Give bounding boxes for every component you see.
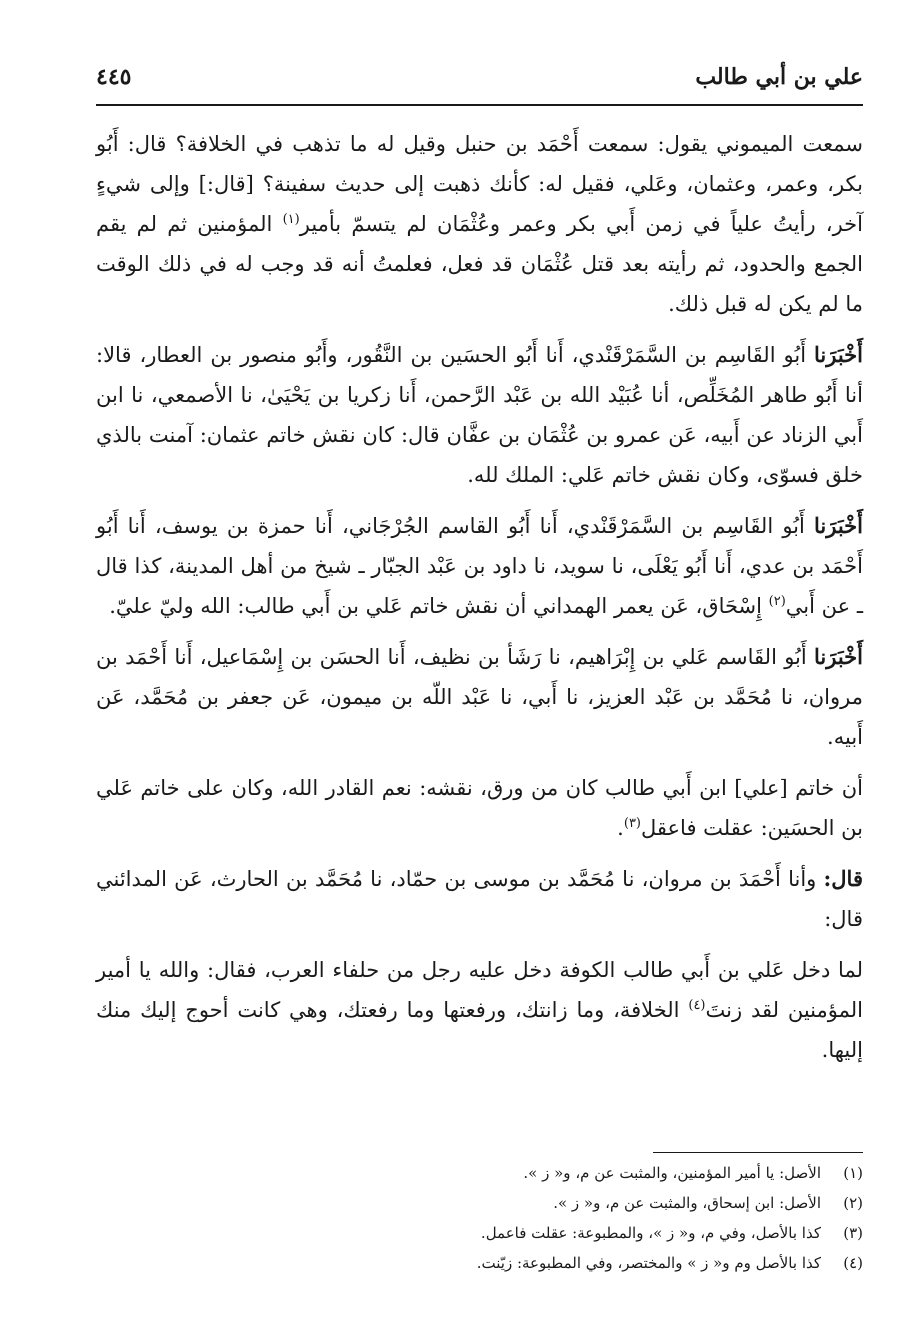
isnad-lead: أَخْبَرَنا — [814, 644, 863, 669]
footnote-item — [96, 1218, 863, 1248]
paragraph-text: وأنا أَحْمَدَ بن مروان، نا مُحَمَّد بن موسى بن حمّاد، نا مُحَمَّد بن الحارث، عَن المدائني قال: — [96, 867, 863, 931]
page-header — [96, 58, 863, 106]
footnote-item — [96, 1188, 863, 1218]
footnote-number: (١) — [843, 1164, 863, 1182]
paragraph-text: سمعت الميموني يقول: سمعت أَحْمَد بن حنبل وقيل له ما تذهب في الخلافة؟ قال: أَبُو بكر، وعمر، وعثمان، وعَلي، فقيل له: كأنك ذهبت إلى حديث سفينة؟ [قال:] وإلى شيءٍ آخر، رأيتُ علياً في زمن أَبي بكر وعمر وعُثْمَان لم يتسمّ بأمير — [96, 132, 863, 236]
paragraph-text: لما دخل عَلي بن أَبي طالب الكوفة دخل عليه رجل من حلفاء العرب، فقال: والله يا أمير المؤمنين لقد زنتَ — [96, 958, 863, 1022]
paragraph-3 — [96, 506, 863, 626]
footnote-text: الأصل: يا أمير المؤمنين، والمثبت عن م، و« ز ». — [523, 1164, 821, 1182]
paragraph-text: الخلافة، وما زانتك، ورفعتها وما رفعتك، وهي كانت أحوج إليك منك إليها. — [96, 998, 863, 1062]
footnote-ref-3: (٣) — [623, 816, 641, 831]
footnote-number: (٤) — [843, 1254, 863, 1272]
footnote-ref-2: (٢) — [768, 594, 786, 609]
paragraph-5 — [96, 768, 863, 848]
isnad-lead: قال: — [823, 866, 863, 891]
isnad-lead: أَخْبَرَنا — [814, 513, 863, 538]
paragraph-text: أَبُو القَاسم عَلي بن إِبْرَاهيم، نا رَشَأ بن نظيف، أَنا الحسَن بن إِسْمَاعيل، أَنا أَحْمَد بن مروان، نا مُحَمَّد بن عَبْد العزيز، نا أَبي، نا عَبْد اللّه بن ميمون، عَن جعفر بن مُحَمَّد، عَن أَبيه. — [96, 645, 863, 749]
paragraph-text: أن خاتم [علي] ابن أَبي طالب كان من ورق، نقشه: نعم القادر الله، وكان على خاتم عَلي بن الحسَين: عقلت فاعقل — [96, 776, 863, 840]
running-title: علي بن أبي طالب — [695, 64, 863, 90]
paragraph-text: . — [617, 816, 624, 840]
paragraph-4 — [96, 637, 863, 757]
footnote-ref-4: (٤) — [688, 998, 706, 1013]
footnote-text: كذا بالأصل وم و« ز » والمختصر، وفي المطبوعة: زيّنت. — [476, 1254, 821, 1272]
paragraph-7 — [96, 950, 863, 1070]
paragraph-text: أَبُو القَاسِم بن السَّمَرْقَنْدي، أَنا أَبُو القاسم الجُرْجَاني، أَنا حمزة بن يوسف، أَنا أَبُو أَحْمَد بن عدي، أَنا أَبُو يَعْلَى، نا سويد، نا داود بن عَبْد الجبّار ـ شيخ من أهل المدينة، كذا قال ـ عن أَبي — [96, 514, 863, 618]
main-text — [96, 124, 863, 1081]
footnote-item — [96, 1248, 863, 1278]
footnote-text: الأصل: ابن إسحاق، والمثبت عن م، و« ز ». — [553, 1194, 821, 1212]
page-number: ٤٤٥ — [96, 64, 132, 90]
footnotes — [96, 1158, 863, 1278]
paragraph-6 — [96, 859, 863, 939]
paragraph-2 — [96, 335, 863, 495]
footnote-number: (٢) — [843, 1194, 863, 1212]
paragraph-text: المؤمنين ثم لم يقم الجمع والحدود، ثم رأيته بعد قتل عُثْمَان قد فعل، فعلمتُ أنه قد وجب له في ذلك الوقت ما لم يكن له قبل ذلك. — [96, 212, 863, 316]
footnote-item — [96, 1158, 863, 1188]
footnote-text: كذا بالأصل، وفي م، و« ز »، والمطبوعة: عقلت فاعمل. — [480, 1224, 821, 1242]
footnote-divider — [653, 1152, 863, 1153]
footnote-number: (٣) — [843, 1224, 863, 1242]
footnote-ref-1: (١) — [282, 212, 300, 227]
paragraph-1 — [96, 124, 863, 324]
isnad-lead: أَخْبَرَنا — [814, 342, 863, 367]
paragraph-text: أَبُو القَاسِم بن السَّمَرْقَنْدي، أَنا أَبُو الحسَين بن النَّقُور، وأَبُو منصور بن العطار، قالا: أنا أَبُو طاهر المُخَلِّص، أنا عُبَيْد الله بن عَبْد الرَّحمن، أَنا زكريا بن يَحْيَىٰ، نا الأصمعي، نا ابن أَبي الزناد عن أَبيه، عَن عمرو بن عُثْمَان بن عفَّان قال: كان نقش خاتم عثمان: آمنت بالذي خلق فسوّى، وكان نقش خاتم عَلي: الملك لله. — [96, 343, 863, 487]
paragraph-text: إِسْحَاق، عَن يعمر الهمداني أن نقش خاتم عَلي بن أَبي طالب: الله وليّ عليّ. — [109, 594, 769, 618]
